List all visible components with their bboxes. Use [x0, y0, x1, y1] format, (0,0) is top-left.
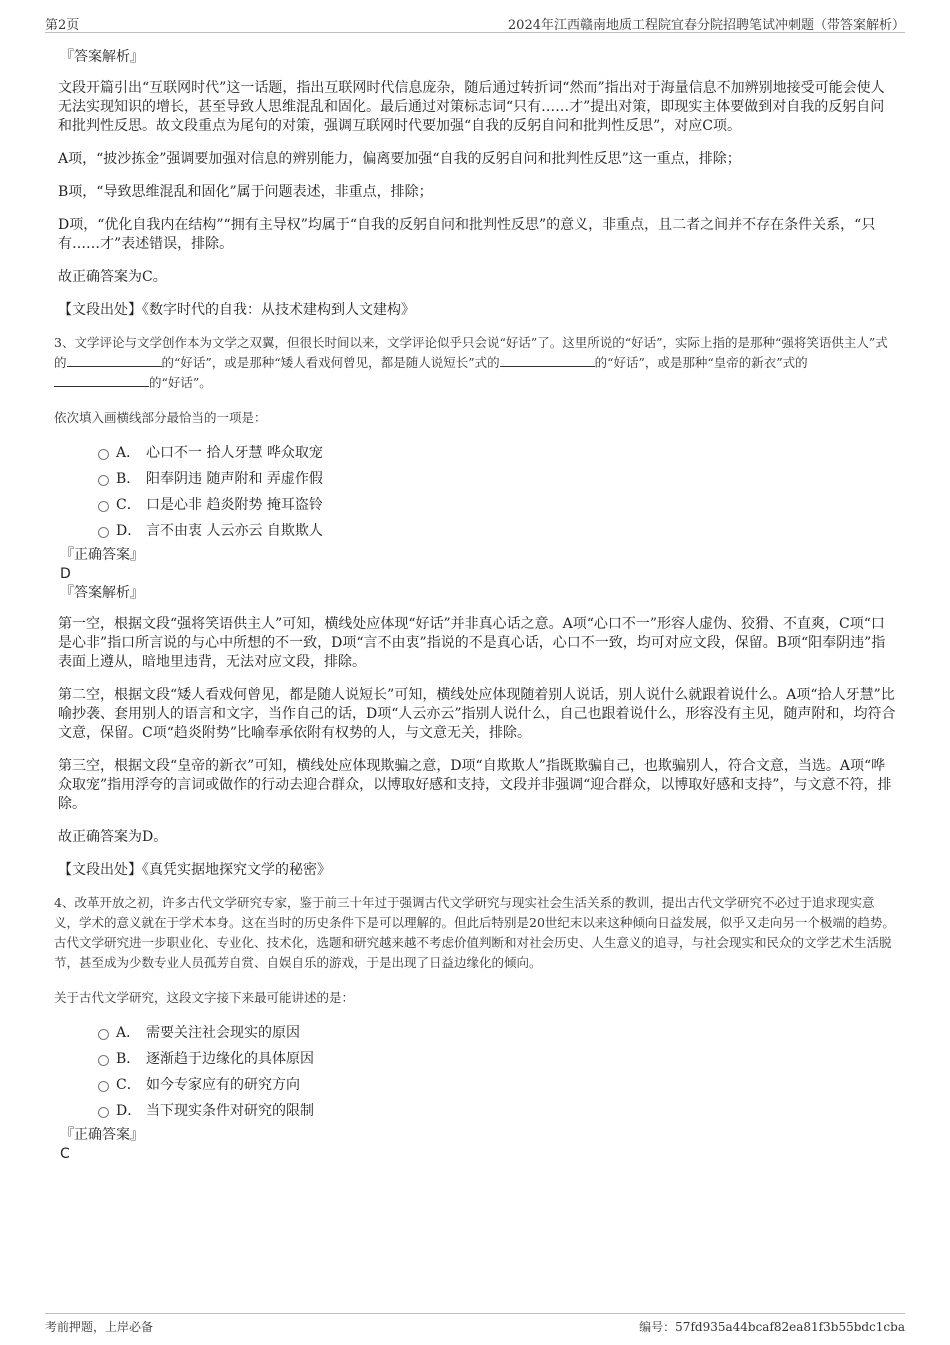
correct-answer: D: [60, 566, 71, 582]
blank-line: [54, 374, 149, 387]
radio-icon[interactable]: [98, 527, 109, 538]
question-prompt: 关于古代文学研究，这段文字接下来最可能讲述的是：: [54, 990, 355, 1005]
analysis-paragraph: D项，“优化自我内在结构”“拥有主导权”均属于“自我的反躬自问和批判性反思”的意义，非重点，且二者之间并不存在条件关系，“只有……才”表述错误，排除。: [58, 217, 876, 252]
question-stem: 4、改革开放之初，许多古代文学研究专家，鉴于前三十年过于强调古代文学研究与现实社会生活关系的教训，提出古代文学研究不必过于追求现实意义，学术的意义就在于学术本身。这在当时的历史条件下是可以理解的。但此后特别是20世纪末以来这种倾向日益发展，似乎又走向另一个极端的趋势。古代文学研究进一步职业化、专业化、技术化，选题和研究越来越不考虑价值判断和对社会历史、人生意义的追寻，与社会现实和民众的文学艺术生活脱节，甚至成为少数专业人员孤芳自赏、自娱自乐的游戏，于是出现了日益边缘化的倾向。: [54, 895, 895, 970]
question-stem: 3、文学评论与文学创作本为文学之双翼，但很长时间以来，文学评论似乎只会说“好话”了。这里所说的“好话”，实际上指的是那种“强将笑语供主人”式的 的“好话”，或是那种“矮人看戏何曾见，都是随人说短长”式的 的“好话”，或是那种“皇帝的新衣”式的的“好话”。: [54, 335, 888, 390]
page-footer: [45, 1313, 905, 1335]
analysis-paragraph: 第二空，根据文段“矮人看戏何曾见，都是随人说短长”可知，横线处应体现随着别人说话，别人说什么就跟着说什么。A项“拾人牙慧”比喻抄袭、套用别人的语言和文字，当作自己的话，D项“人云亦云”指别人说什么，自己也跟着说什么，形容没有主见，随声附和，均符合文意，保留。C项“趋炎附势”比喻奉承依附有权势的人，与文意无关，排除。: [58, 687, 896, 741]
blank-line: [67, 354, 162, 367]
option-b[interactable]: B． 逐渐趋于边缘化的具体原因: [58, 1046, 898, 1072]
analysis-paragraph: 文段开篇引出“互联网时代”这一话题，指出互联网时代信息庞杂，随后通过转折词“然而”指出对于海量信息不加辨别地接受可能会使人无法实现知识的增长，甚至导致人思维混乱和固化。最后通过对策标志词“只有……才”提出对策，即现实主体要做到对自我的反躬自问和批判性反思。故文段重点为尾句的对策，强调互联网时代要加强“自我的反躬自问和批判性反思”，对应C项。: [58, 80, 885, 134]
page-header: [45, 10, 905, 33]
radio-icon[interactable]: [98, 449, 109, 460]
footer-slogan: 考前押题，上岸必备: [45, 1320, 154, 1334]
analysis-conclusion: 故正确答案为C。: [58, 269, 167, 285]
analysis-paragraph: 第三空，根据文段“皇帝的新衣”可知，横线处应体现欺骗之意，D项“自欺欺人”指既欺骗自己，也欺骗别人，符合文意，当选。A项“哗众取宠”指用浮夸的言词或做作的行动去迎合群众，以博取好感和支持，文段并非强调“迎合群众，以博取好感和支持”，与文意不符，排除。: [58, 758, 892, 812]
document-id: 编号：57fd935a44bcaf82ea81f3b55bdc1cba: [639, 1320, 905, 1334]
question-prompt: 依次填入画横线部分最恰当的一项是：: [54, 410, 267, 425]
document-title: 2024年江西赣南地质工程院宜春分院招聘笔试冲刺题（带答案解析）: [507, 18, 905, 33]
options-list: [58, 440, 898, 544]
passage-source: 【文段出处】《真凭实据地探究文学的秘密》: [58, 862, 331, 878]
option-a[interactable]: A． 心口不一 拾人牙慧 哗众取宠: [58, 440, 898, 466]
analysis-paragraph: B项，“导致思维混乱和固化”属于问题表述，非重点，排除；: [58, 184, 433, 200]
analysis-label: 『答案解析』: [60, 585, 144, 601]
blank-line: [500, 354, 595, 367]
analysis-label: 『答案解析』: [60, 49, 144, 65]
option-d[interactable]: D． 当下现实条件对研究的限制: [58, 1098, 898, 1124]
option-a[interactable]: A． 需要关注社会现实的原因: [58, 1020, 898, 1046]
option-c[interactable]: C． 口是心非 趋炎附势 掩耳盗铃: [58, 492, 898, 518]
correct-answer-label: 『正确答案』: [60, 547, 144, 563]
option-c[interactable]: C． 如今专家应有的研究方向: [58, 1072, 898, 1098]
analysis-paragraph: 第一空，根据文段“强将笑语供主人”可知，横线处应体现“好话”并非真心话之意。A项“心口不一”形容人虚伪、狡猾、不直爽，C项“口是心非”指口所言说的与心中所想的不一致，D项“言不由衷”指说的不是真心话，心口不一致，均可对应文段，保留。B项“阳奉阴违”指表面上遵从，暗地里违背，无法对应文段，排除。: [58, 616, 886, 670]
option-d[interactable]: D． 言不由衷 人云亦云 自欺欺人: [58, 518, 898, 544]
passage-source: 【文段出处】《数字时代的自我：从技术建构到人文建构》: [58, 302, 415, 318]
radio-icon[interactable]: [98, 1055, 109, 1066]
radio-icon[interactable]: [98, 501, 109, 512]
option-b[interactable]: B． 阳奉阴违 随声附和 弄虚作假: [58, 466, 898, 492]
options-list: [58, 1020, 898, 1124]
radio-icon[interactable]: [98, 475, 109, 486]
page-number: 第2页: [45, 18, 80, 33]
correct-answer-label: 『正确答案』: [60, 1127, 144, 1143]
radio-icon[interactable]: [98, 1081, 109, 1092]
radio-icon[interactable]: [98, 1107, 109, 1118]
analysis-conclusion: 故正确答案为D。: [58, 829, 168, 845]
radio-icon[interactable]: [98, 1029, 109, 1040]
main-content: [54, 45, 898, 1164]
correct-answer: C: [60, 1146, 70, 1162]
analysis-paragraph: A项，“披沙拣金”强调要加强对信息的辨别能力，偏离要加强“自我的反躬自问和批判性反思”这一重点，排除；: [58, 151, 741, 167]
